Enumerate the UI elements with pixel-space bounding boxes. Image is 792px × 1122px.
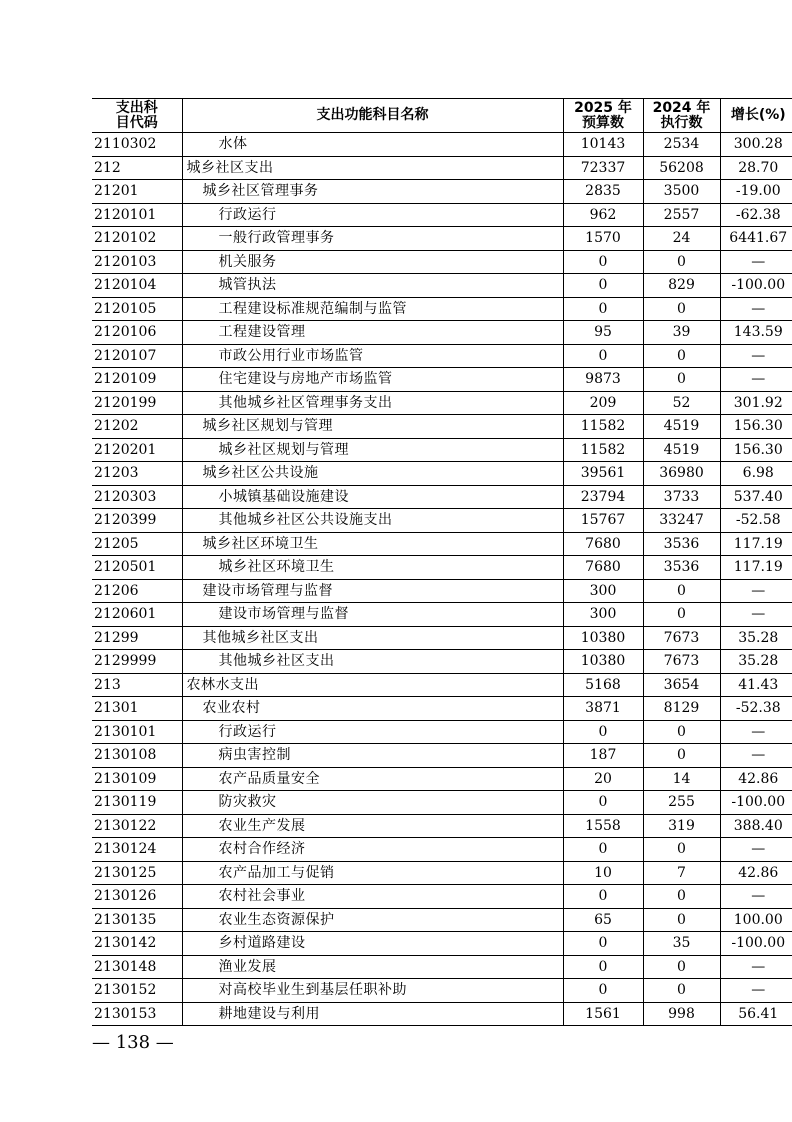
cell-code: 2120105 (92, 297, 182, 321)
cell-exec-2024: 0 (643, 297, 720, 321)
table-row (92, 485, 792, 509)
cell-name: 其他城乡社区公共设施支出 (182, 509, 563, 533)
cell-budget-2025: 15767 (563, 509, 643, 533)
cell-budget-2025: 10143 (563, 133, 643, 157)
cell-growth: -100.00 (720, 274, 792, 298)
cell-code: 2130152 (92, 979, 182, 1003)
table-row (92, 297, 792, 321)
cell-growth: 41.43 (720, 673, 792, 697)
cell-growth: — (720, 720, 792, 744)
cell-name: 住宅建设与房地产市场监管 (182, 368, 563, 392)
table-row (92, 250, 792, 274)
cell-growth: 301.92 (720, 391, 792, 415)
table-row (92, 603, 792, 627)
table-row (92, 532, 792, 556)
table-row (92, 838, 792, 862)
cell-budget-2025: 10380 (563, 650, 643, 674)
page-number: — 138 — (92, 1032, 174, 1053)
cell-growth: 117.19 (720, 532, 792, 556)
cell-code: 2120109 (92, 368, 182, 392)
cell-growth: — (720, 297, 792, 321)
cell-exec-2024: 0 (643, 955, 720, 979)
cell-name: 市政公用行业市场监管 (182, 344, 563, 368)
cell-name: 农产品加工与促销 (182, 861, 563, 885)
cell-growth: -100.00 (720, 932, 792, 956)
cell-growth: — (720, 979, 792, 1003)
cell-growth: 35.28 (720, 650, 792, 674)
table-row (92, 438, 792, 462)
cell-exec-2024: 998 (643, 1002, 720, 1026)
cell-code: 2130108 (92, 744, 182, 768)
cell-code: 2130135 (92, 908, 182, 932)
cell-growth: — (720, 838, 792, 862)
header-budget-2025 (563, 99, 643, 133)
cell-growth: 6441.67 (720, 227, 792, 251)
header-growth-line-1: 增长(%) (730, 107, 786, 123)
cell-code: 213 (92, 673, 182, 697)
cell-exec-2024: 0 (643, 603, 720, 627)
cell-growth: 35.28 (720, 626, 792, 650)
cell-growth: 156.30 (720, 438, 792, 462)
cell-name: 对高校毕业生到基层任职补助 (182, 979, 563, 1003)
cell-name: 水体 (182, 133, 563, 157)
cell-code: 2120501 (92, 556, 182, 580)
cell-budget-2025: 3871 (563, 697, 643, 721)
cell-code: 2120199 (92, 391, 182, 415)
cell-name: 小城镇基础设施建设 (182, 485, 563, 509)
cell-name: 农业农村 (182, 697, 563, 721)
cell-exec-2024: 0 (643, 885, 720, 909)
cell-name: 耕地建设与利用 (182, 1002, 563, 1026)
cell-budget-2025: 10 (563, 861, 643, 885)
cell-code: 21299 (92, 626, 182, 650)
cell-growth: 42.86 (720, 767, 792, 791)
table-row (92, 814, 792, 838)
cell-name: 农业生产发展 (182, 814, 563, 838)
cell-code: 21202 (92, 415, 182, 439)
cell-growth: — (720, 250, 792, 274)
table-row (92, 227, 792, 251)
cell-exec-2024: 3500 (643, 180, 720, 204)
cell-code: 212 (92, 156, 182, 180)
table-row (92, 579, 792, 603)
cell-budget-2025: 300 (563, 579, 643, 603)
cell-growth: — (720, 368, 792, 392)
cell-exec-2024: 3536 (643, 556, 720, 580)
cell-budget-2025: 7680 (563, 532, 643, 556)
cell-exec-2024: 0 (643, 250, 720, 274)
table-row (92, 955, 792, 979)
header-growth (720, 99, 792, 133)
cell-name: 城管执法 (182, 274, 563, 298)
budget-table (92, 98, 792, 1026)
table-row (92, 415, 792, 439)
cell-exec-2024: 2557 (643, 203, 720, 227)
cell-budget-2025: 187 (563, 744, 643, 768)
cell-name: 行政运行 (182, 720, 563, 744)
cell-growth: 156.30 (720, 415, 792, 439)
cell-name: 一般行政管理事务 (182, 227, 563, 251)
cell-code: 2120103 (92, 250, 182, 274)
cell-exec-2024: 24 (643, 227, 720, 251)
cell-budget-2025: 2835 (563, 180, 643, 204)
cell-name: 乡村道路建设 (182, 932, 563, 956)
table-row (92, 462, 792, 486)
cell-exec-2024: 3654 (643, 673, 720, 697)
cell-code: 21301 (92, 697, 182, 721)
cell-code: 21201 (92, 180, 182, 204)
table-row (92, 744, 792, 768)
cell-name: 工程建设管理 (182, 321, 563, 345)
cell-budget-2025: 39561 (563, 462, 643, 486)
header-code-line-1: 支出科 (115, 99, 158, 116)
cell-budget-2025: 0 (563, 932, 643, 956)
header-exec-2024-line-2: 执行数 (660, 114, 703, 131)
table-row (92, 791, 792, 815)
cell-budget-2025: 209 (563, 391, 643, 415)
cell-name: 城乡社区规划与管理 (182, 438, 563, 462)
table-row (92, 556, 792, 580)
cell-budget-2025: 300 (563, 603, 643, 627)
cell-growth: — (720, 955, 792, 979)
cell-growth: -52.38 (720, 697, 792, 721)
cell-name: 农村合作经济 (182, 838, 563, 862)
table-row (92, 203, 792, 227)
cell-exec-2024: 0 (643, 344, 720, 368)
table-row (92, 368, 792, 392)
cell-exec-2024: 7673 (643, 650, 720, 674)
cell-name: 其他城乡社区支出 (182, 626, 563, 650)
table-row (92, 932, 792, 956)
cell-code: 2130153 (92, 1002, 182, 1026)
table-body (92, 133, 792, 1026)
cell-growth: — (720, 603, 792, 627)
cell-name: 城乡社区公共设施 (182, 462, 563, 486)
table-row (92, 650, 792, 674)
cell-exec-2024: 4519 (643, 415, 720, 439)
cell-code: 21206 (92, 579, 182, 603)
cell-code: 2130124 (92, 838, 182, 862)
cell-code: 2129999 (92, 650, 182, 674)
header-budget-2025-line-1: 2025 年 (574, 99, 632, 116)
cell-code: 2120102 (92, 227, 182, 251)
cell-exec-2024: 39 (643, 321, 720, 345)
cell-name: 城乡社区环境卫生 (182, 532, 563, 556)
cell-growth: 6.98 (720, 462, 792, 486)
cell-budget-2025: 0 (563, 955, 643, 979)
cell-code: 2120106 (92, 321, 182, 345)
table-row (92, 979, 792, 1003)
cell-budget-2025: 0 (563, 274, 643, 298)
table-row (92, 156, 792, 180)
cell-exec-2024: 56208 (643, 156, 720, 180)
cell-code: 2120101 (92, 203, 182, 227)
cell-code: 2110302 (92, 133, 182, 157)
cell-growth: -100.00 (720, 791, 792, 815)
cell-budget-2025: 95 (563, 321, 643, 345)
table-row (92, 274, 792, 298)
cell-budget-2025: 0 (563, 791, 643, 815)
cell-budget-2025: 962 (563, 203, 643, 227)
cell-budget-2025: 5168 (563, 673, 643, 697)
header-code-line-2: 目代码 (115, 114, 158, 131)
cell-exec-2024: 255 (643, 791, 720, 815)
cell-budget-2025: 65 (563, 908, 643, 932)
cell-growth: 56.41 (720, 1002, 792, 1026)
cell-exec-2024: 8129 (643, 697, 720, 721)
header-exec-2024 (643, 99, 720, 133)
cell-growth: 388.40 (720, 814, 792, 838)
table-row (92, 720, 792, 744)
table-row (92, 1002, 792, 1026)
cell-code: 2130125 (92, 861, 182, 885)
cell-growth: 100.00 (720, 908, 792, 932)
cell-growth: 537.40 (720, 485, 792, 509)
cell-growth: — (720, 744, 792, 768)
cell-name: 机关服务 (182, 250, 563, 274)
cell-code: 2120303 (92, 485, 182, 509)
header-row (92, 99, 792, 133)
cell-name: 工程建设标准规范编制与监管 (182, 297, 563, 321)
cell-growth: 300.28 (720, 133, 792, 157)
cell-name: 防灾救灾 (182, 791, 563, 815)
header-name-line-1: 支出功能科目名称 (316, 107, 429, 123)
cell-code: 2120104 (92, 274, 182, 298)
cell-exec-2024: 7673 (643, 626, 720, 650)
cell-exec-2024: 14 (643, 767, 720, 791)
cell-code: 21205 (92, 532, 182, 556)
table-row (92, 861, 792, 885)
table-row (92, 626, 792, 650)
cell-growth: -52.58 (720, 509, 792, 533)
cell-budget-2025: 0 (563, 885, 643, 909)
cell-name: 建设市场管理与监督 (182, 603, 563, 627)
cell-budget-2025: 1558 (563, 814, 643, 838)
cell-code: 2130101 (92, 720, 182, 744)
table-row (92, 673, 792, 697)
cell-exec-2024: 0 (643, 579, 720, 603)
cell-growth: 117.19 (720, 556, 792, 580)
table-row (92, 321, 792, 345)
cell-name: 城乡社区规划与管理 (182, 415, 563, 439)
cell-exec-2024: 3733 (643, 485, 720, 509)
header-exec-2024-line-1: 2024 年 (652, 99, 711, 116)
cell-name: 城乡社区支出 (182, 156, 563, 180)
table-row (92, 767, 792, 791)
cell-growth: — (720, 579, 792, 603)
cell-budget-2025: 0 (563, 979, 643, 1003)
cell-exec-2024: 829 (643, 274, 720, 298)
cell-budget-2025: 11582 (563, 415, 643, 439)
cell-budget-2025: 0 (563, 250, 643, 274)
cell-budget-2025: 0 (563, 344, 643, 368)
table-row (92, 509, 792, 533)
cell-code: 2130142 (92, 932, 182, 956)
cell-growth: — (720, 885, 792, 909)
cell-growth: — (720, 344, 792, 368)
header-code (92, 99, 182, 133)
table-row (92, 133, 792, 157)
cell-budget-2025: 20 (563, 767, 643, 791)
cell-code: 2130119 (92, 791, 182, 815)
cell-name: 农林水支出 (182, 673, 563, 697)
table-row (92, 697, 792, 721)
cell-growth: 28.70 (720, 156, 792, 180)
cell-exec-2024: 33247 (643, 509, 720, 533)
cell-name: 城乡社区管理事务 (182, 180, 563, 204)
cell-code: 21203 (92, 462, 182, 486)
cell-name: 建设市场管理与监督 (182, 579, 563, 603)
cell-exec-2024: 36980 (643, 462, 720, 486)
cell-name: 渔业发展 (182, 955, 563, 979)
cell-code: 2120601 (92, 603, 182, 627)
cell-exec-2024: 0 (643, 744, 720, 768)
cell-growth: -19.00 (720, 180, 792, 204)
cell-exec-2024: 4519 (643, 438, 720, 462)
cell-name: 农村社会事业 (182, 885, 563, 909)
cell-budget-2025: 23794 (563, 485, 643, 509)
cell-exec-2024: 0 (643, 908, 720, 932)
cell-growth: 42.86 (720, 861, 792, 885)
cell-growth: 143.59 (720, 321, 792, 345)
cell-code: 2120201 (92, 438, 182, 462)
cell-budget-2025: 10380 (563, 626, 643, 650)
cell-exec-2024: 52 (643, 391, 720, 415)
table-row (92, 391, 792, 415)
cell-budget-2025: 1570 (563, 227, 643, 251)
cell-code: 2130122 (92, 814, 182, 838)
table-row (92, 344, 792, 368)
cell-name: 其他城乡社区管理事务支出 (182, 391, 563, 415)
cell-code: 2130126 (92, 885, 182, 909)
cell-name: 行政运行 (182, 203, 563, 227)
cell-budget-2025: 1561 (563, 1002, 643, 1026)
cell-budget-2025: 0 (563, 720, 643, 744)
cell-exec-2024: 0 (643, 368, 720, 392)
cell-code: 2130109 (92, 767, 182, 791)
cell-budget-2025: 11582 (563, 438, 643, 462)
cell-name: 农产品质量安全 (182, 767, 563, 791)
table-row (92, 908, 792, 932)
cell-budget-2025: 7680 (563, 556, 643, 580)
cell-exec-2024: 319 (643, 814, 720, 838)
cell-name: 病虫害控制 (182, 744, 563, 768)
cell-code: 2130148 (92, 955, 182, 979)
cell-budget-2025: 0 (563, 838, 643, 862)
cell-exec-2024: 7 (643, 861, 720, 885)
table-header (92, 99, 792, 133)
cell-exec-2024: 2534 (643, 133, 720, 157)
table-row (92, 885, 792, 909)
cell-name: 城乡社区环境卫生 (182, 556, 563, 580)
cell-code: 2120107 (92, 344, 182, 368)
cell-name: 其他城乡社区支出 (182, 650, 563, 674)
cell-exec-2024: 0 (643, 838, 720, 862)
header-budget-2025-line-2: 预算数 (582, 114, 624, 131)
cell-exec-2024: 35 (643, 932, 720, 956)
table-row (92, 180, 792, 204)
cell-exec-2024: 0 (643, 979, 720, 1003)
cell-budget-2025: 9873 (563, 368, 643, 392)
cell-growth: -62.38 (720, 203, 792, 227)
cell-budget-2025: 0 (563, 297, 643, 321)
cell-exec-2024: 0 (643, 720, 720, 744)
cell-code: 2120399 (92, 509, 182, 533)
cell-budget-2025: 72337 (563, 156, 643, 180)
header-name (182, 99, 563, 133)
cell-name: 农业生态资源保护 (182, 908, 563, 932)
cell-exec-2024: 3536 (643, 532, 720, 556)
